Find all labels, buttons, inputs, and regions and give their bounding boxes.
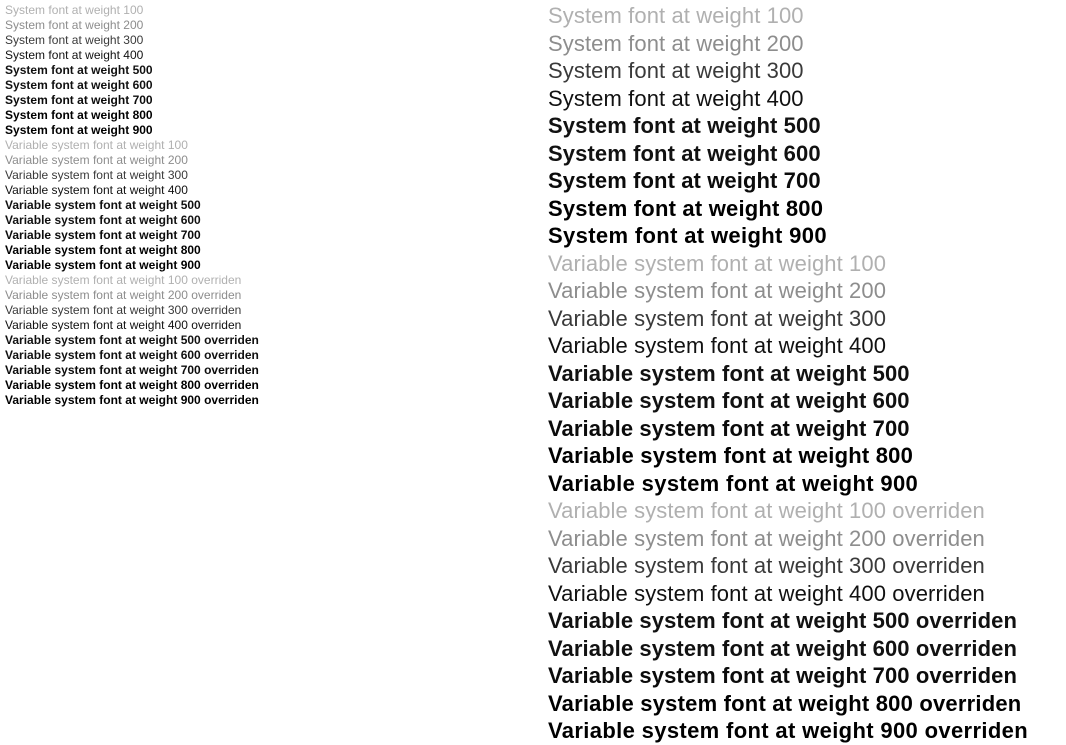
specimen-line: Variable system font at weight 800: [548, 443, 914, 468]
specimen-line: Variable system font at weight 800 overriden: [548, 690, 1022, 716]
specimen-line: Variable system font at weight 900 overriden: [5, 392, 259, 407]
specimen-line: System font at weight 700: [5, 92, 153, 107]
specimen-line: Variable system font at weight 400: [5, 182, 188, 197]
specimen-line: Variable system font at weight 600: [5, 212, 201, 227]
specimen-line: Variable system font at weight 200: [5, 152, 188, 167]
specimen-line: System font at weight 800: [5, 107, 153, 122]
specimen-line: Variable system font at weight 800 overriden: [5, 377, 259, 392]
specimen-line: Variable system font at weight 500 overriden: [5, 332, 259, 347]
specimen-line: Variable system font at weight 100 overriden: [5, 272, 242, 287]
specimen-line: System font at weight 300: [5, 32, 144, 47]
specimen-line: System font at weight 900: [5, 122, 153, 137]
specimen-line: System font at weight 400: [548, 85, 804, 111]
specimen-line: System font at weight 200: [5, 17, 144, 32]
specimen-line: System font at weight 100: [548, 3, 804, 28]
specimen-line: System font at weight 100: [5, 3, 144, 17]
specimen-line: Variable system font at weight 800: [5, 242, 201, 257]
specimen-line: System font at weight 500: [5, 62, 153, 77]
specimen-line: Variable system font at weight 700: [548, 415, 910, 441]
specimen-line: Variable system font at weight 600: [548, 388, 910, 413]
specimen-line: Variable system font at weight 700 overriden: [548, 663, 1018, 688]
specimen-line: Variable system font at weight 400 overriden: [548, 580, 985, 606]
specimen-line: System font at weight 400: [5, 47, 144, 62]
specimen-line: System font at weight 300: [548, 58, 804, 83]
specimen-line: Variable system font at weight 200: [548, 278, 887, 303]
specimen-line: Variable system font at weight 300 overriden: [5, 302, 242, 317]
specimen-line: Variable system font at weight 600 overriden: [5, 347, 259, 362]
large-size-column: [548, 2, 1060, 745]
specimen-line: Variable system font at weight 900 overriden: [548, 718, 1029, 743]
specimen-line: System font at weight 900: [548, 223, 827, 248]
specimen-line: Variable system font at weight 500 overriden: [548, 608, 1018, 633]
specimen-line: Variable system font at weight 900: [548, 470, 919, 496]
specimen-line: Variable system font at weight 500: [548, 360, 910, 386]
specimen-line: System font at weight 700: [548, 168, 821, 193]
specimen-line: Variable system font at weight 700 overriden: [5, 362, 259, 377]
specimen-line: Variable system font at weight 100: [5, 137, 188, 152]
specimen-line: System font at weight 800: [548, 195, 824, 221]
specimen-line: Variable system font at weight 200 overriden: [548, 525, 985, 551]
specimen-line: Variable system font at weight 600 overriden: [548, 635, 1018, 661]
specimen-line: Variable system font at weight 100: [548, 250, 887, 276]
specimen-line: Variable system font at weight 200 overriden: [5, 287, 242, 302]
specimen-line: Variable system font at weight 700: [5, 227, 201, 242]
specimen-line: Variable system font at weight 400 overriden: [5, 317, 242, 332]
specimen-line: System font at weight 200: [548, 30, 804, 56]
specimen-line: Variable system font at weight 300: [548, 305, 887, 331]
specimen-line: Variable system font at weight 300: [5, 167, 188, 182]
specimen-line: System font at weight 500: [548, 113, 821, 138]
specimen-line: Variable system font at weight 100 overriden: [548, 498, 985, 523]
small-size-column: [5, 3, 525, 408]
specimen-line: Variable system font at weight 900: [5, 257, 201, 272]
specimen-line: Variable system font at weight 500: [5, 197, 201, 212]
specimen-line: Variable system font at weight 400: [548, 333, 887, 358]
specimen-line: System font at weight 600: [548, 140, 821, 166]
specimen-line: System font at weight 600: [5, 77, 153, 92]
specimen-line: Variable system font at weight 300 overriden: [548, 553, 985, 578]
